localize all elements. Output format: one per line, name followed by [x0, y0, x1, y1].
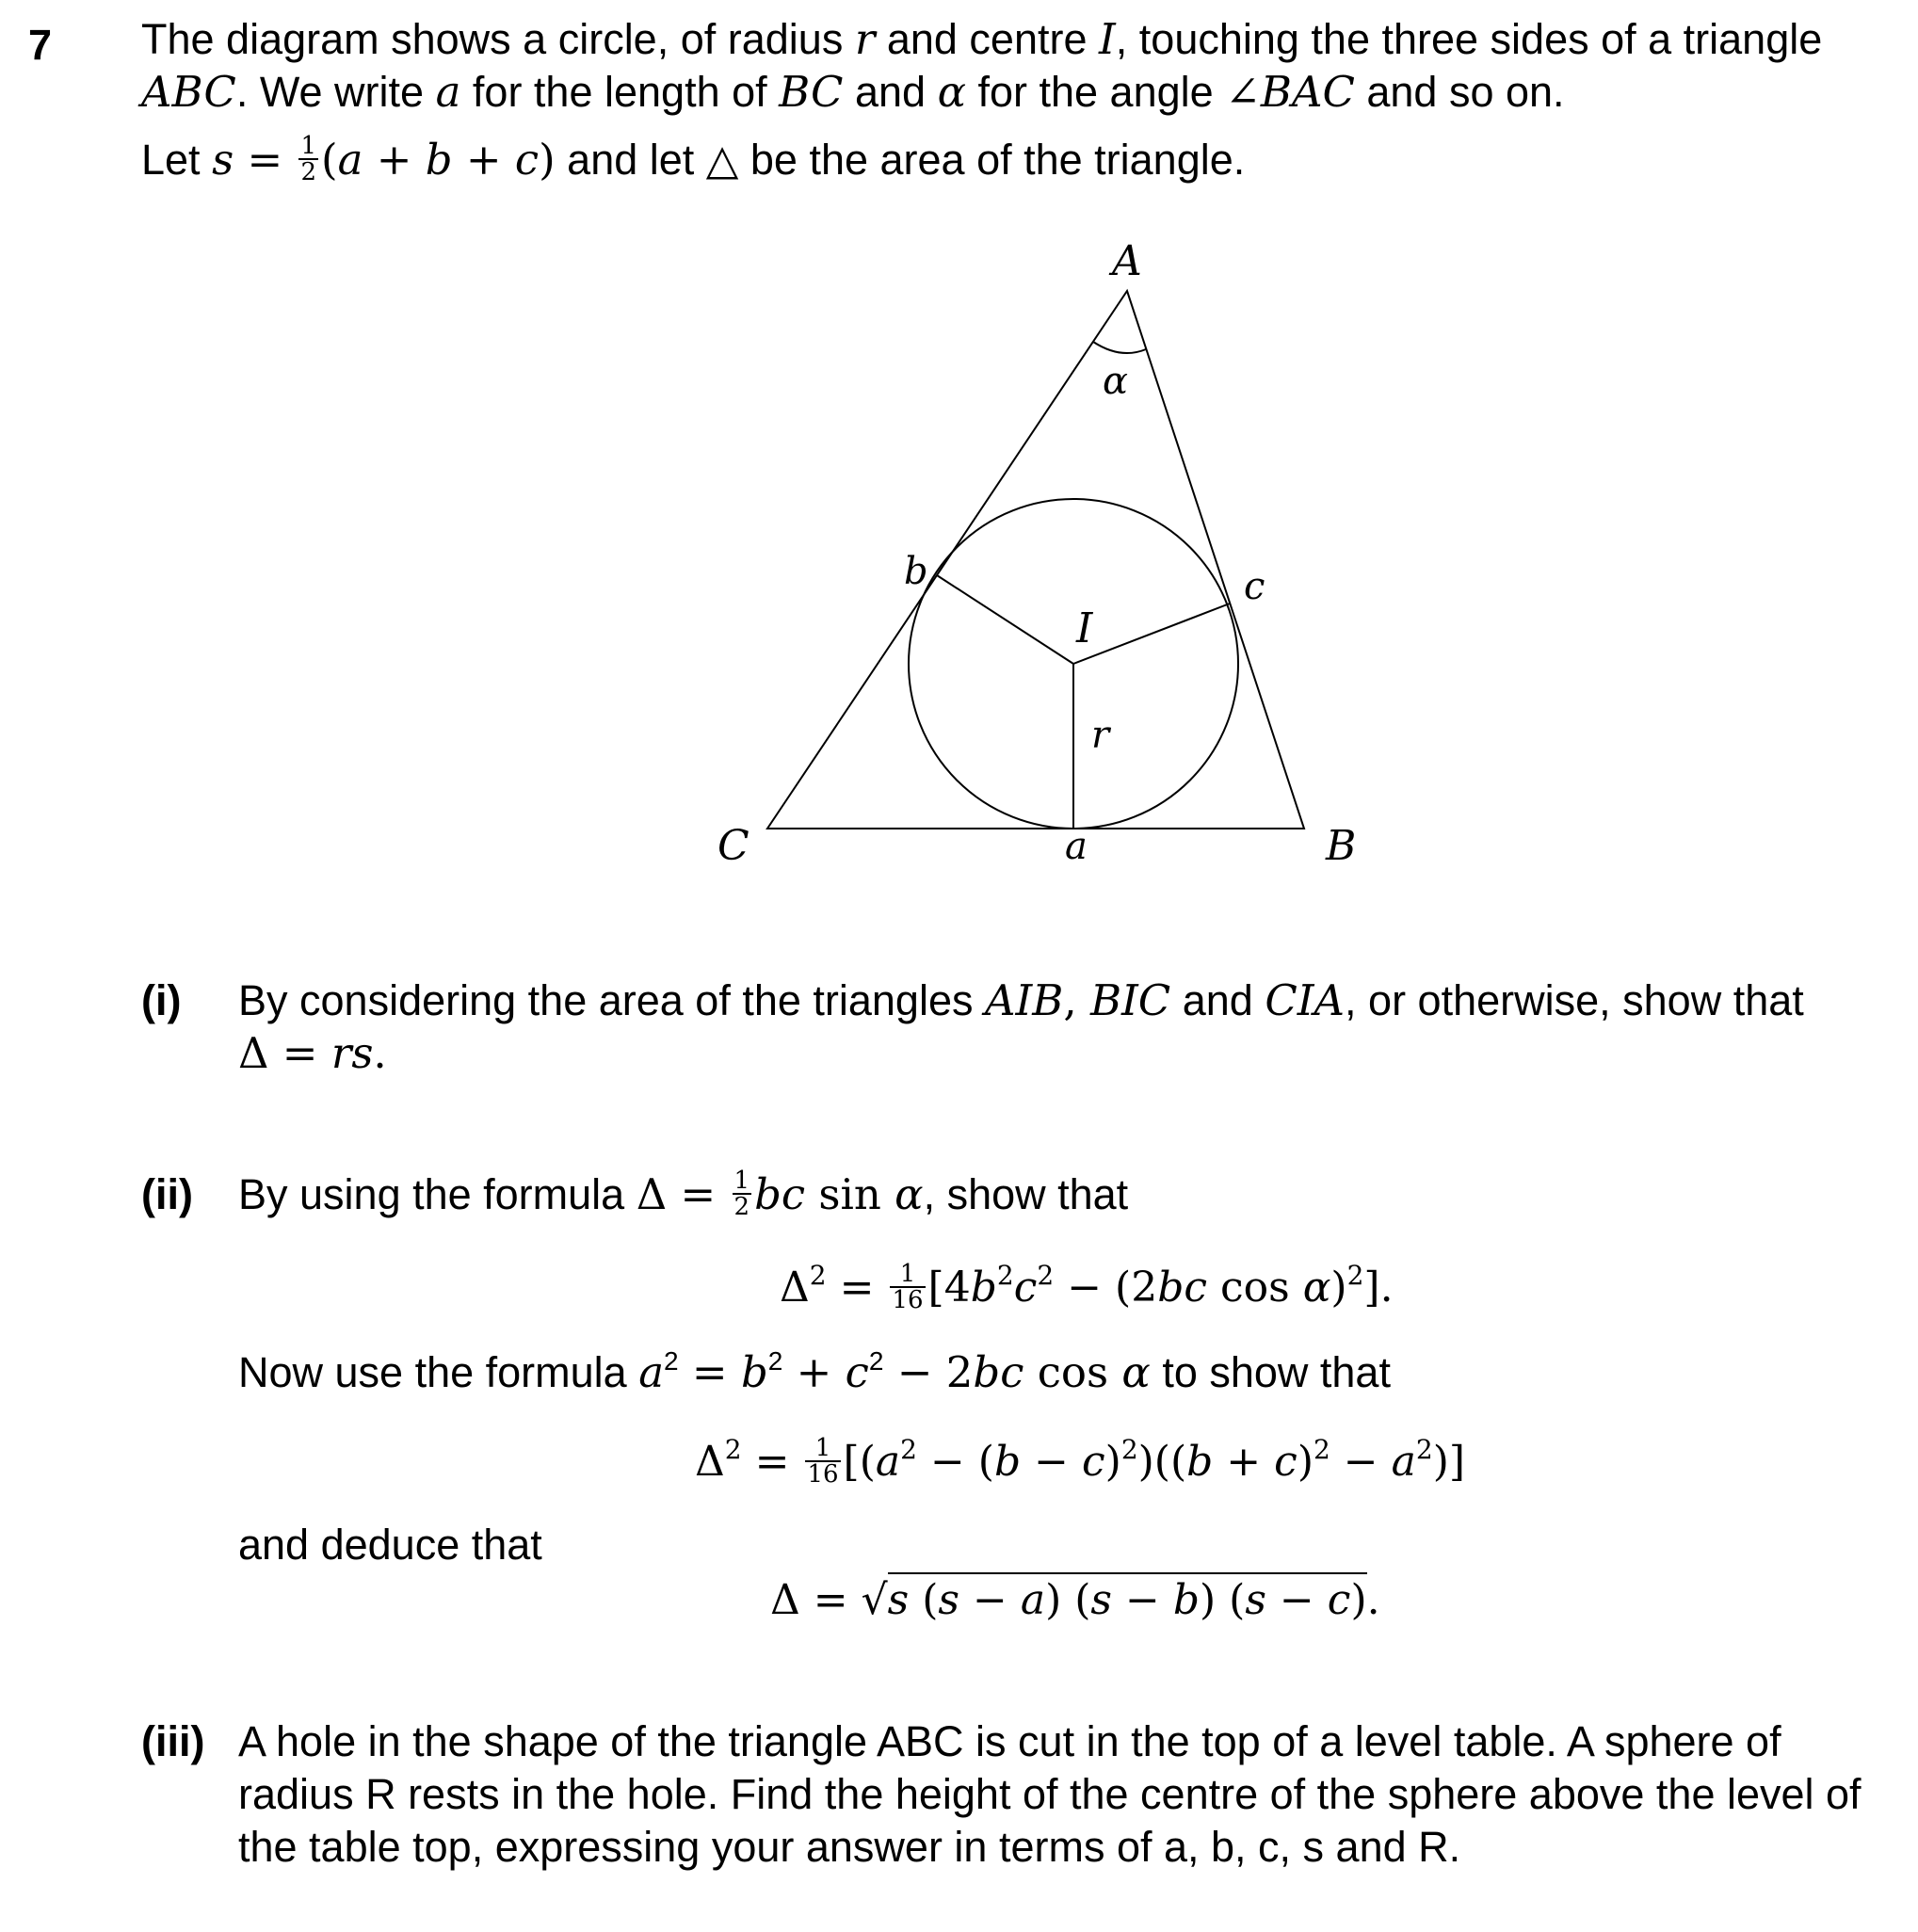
intro-line-1: The diagram shows a circle, of radius r and centre I, touching the three sides of a triangle [141, 14, 1823, 64]
part-ii-now-use: Now use the formula $a^2 = b^2 + c^2 - 2bc$ cos α to show that [238, 1346, 1391, 1397]
question-number: 7 [28, 21, 53, 69]
label-vertex-C: C [717, 822, 749, 870]
part-ii-label: (ii) [141, 1170, 193, 1218]
part-i-line-2: Δ = rs. [238, 1028, 387, 1078]
equation-delta-squared-1: $\Delta^2$ = $\frac{1}{16}$ [$4b^2c^2 - (2bc$ cos α)$^2$]. [780, 1259, 1394, 1314]
label-side-b: b [904, 550, 928, 593]
label-alpha: α [1103, 360, 1129, 403]
label-side-c: c [1244, 565, 1265, 608]
label-radius-r: r [1091, 714, 1110, 757]
incircle-diagram [0, 0, 1918, 942]
part-i-line-1: By considering the area of the triangles AIB, BIC and CIA, or otherwise, show that [238, 975, 1804, 1025]
part-i-label: (i) [141, 976, 182, 1024]
part-ii-deduce: and deduce that [238, 1521, 542, 1569]
label-side-a: a [1065, 825, 1088, 868]
part-iii-label: (iii) [141, 1717, 205, 1765]
angle-alpha-arc [1093, 342, 1146, 353]
triangle-ABC [767, 291, 1304, 829]
part-ii-intro: By using the formula Δ = $\frac{1}{2}$ bc sin α, show that [238, 1167, 1129, 1222]
radius-to-b [937, 575, 1073, 664]
label-vertex-A: A [1112, 237, 1142, 285]
label-centre-I: I [1076, 604, 1093, 652]
intro-line-2: ABC. We write a for the length of BC and α for the angle ∠BAC and so on. [141, 67, 1565, 117]
radius-to-c [1073, 604, 1230, 664]
label-vertex-B: B [1326, 822, 1357, 870]
equation-herons-formula: Δ = √s (s − a) (s − b) (s − c). [770, 1574, 1380, 1627]
let-line: Let s = $\frac{1}{2}$ (a + b + c) and let △ be the area of the triangle. [141, 132, 1246, 187]
part-iii-text: A hole in the shape of the triangle ABC is cut in the top of a level table. A sphere of radius R rests in the hole. Find the height of the centre of the sphere above the level of the table top, expressing your answer in terms of a, b, c, s and R. [238, 1717, 1862, 1871]
part-i-text [238, 974, 1893, 1080]
equation-delta-squared-2: $\Delta^2$ = $\frac{1}{16}$ $[(a^2 - (b - c)^2)((b + c)^2 - a^2)]$ [695, 1433, 1466, 1489]
